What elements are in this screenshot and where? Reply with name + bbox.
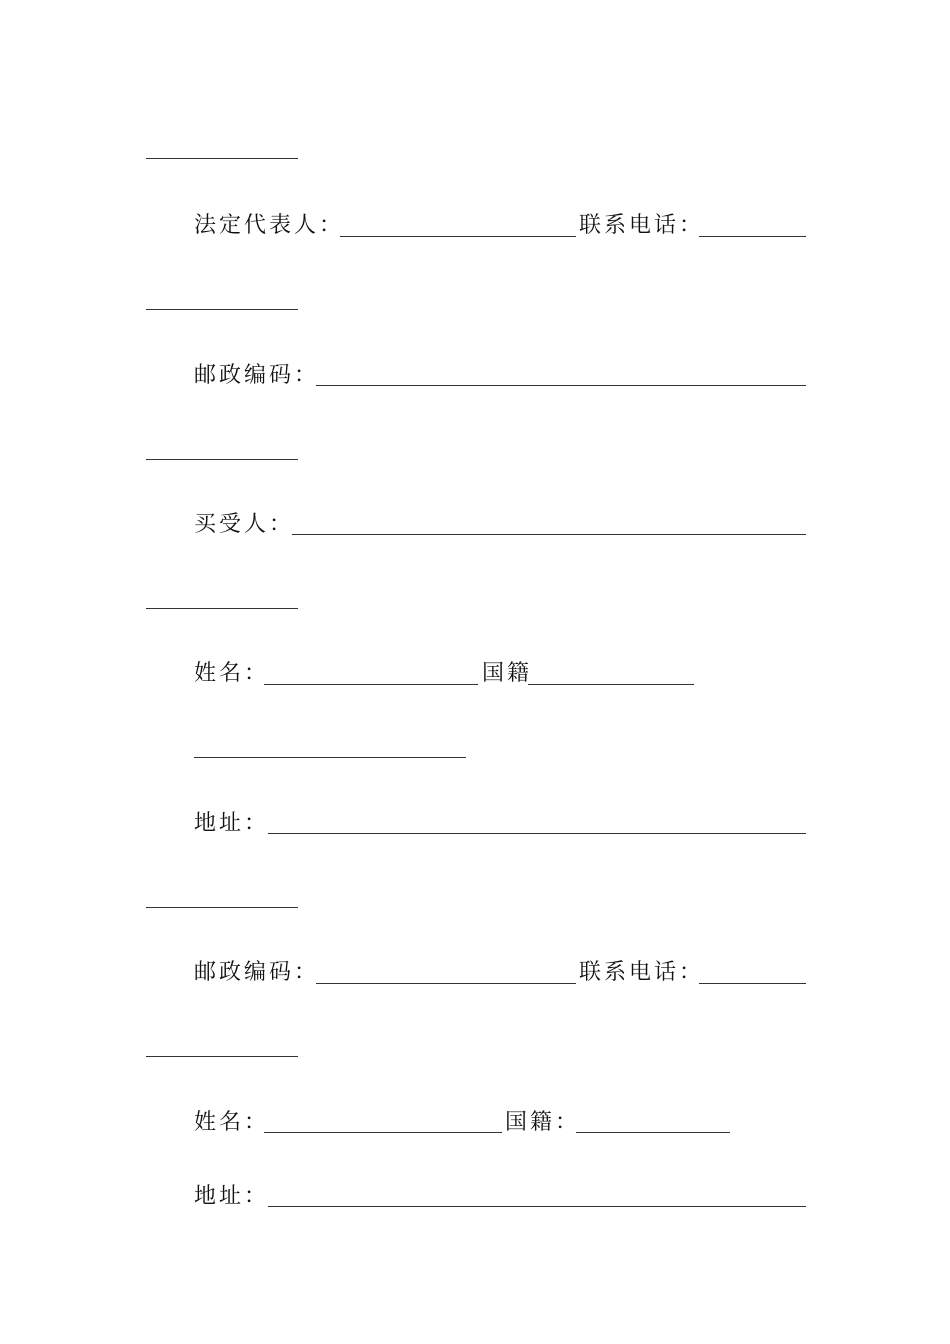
phone-field[interactable] [699, 236, 806, 237]
buyer2-address-label: 地址： [194, 1184, 270, 1209]
buyer-nationality-label: 国籍 [482, 661, 533, 686]
blank-line [146, 158, 298, 159]
buyer-address-label: 地址： [194, 811, 270, 836]
buyer-postcode-field[interactable] [316, 983, 576, 984]
phone-field-continued[interactable] [146, 309, 298, 310]
buyer2-nationality-field[interactable] [576, 1132, 730, 1133]
buyer-phone-label: 联系电话： [579, 960, 705, 985]
buyer-nationality-field[interactable] [528, 684, 694, 685]
buyer-address-field-continued[interactable] [146, 907, 298, 908]
buyer2-nationality-label: 国籍： [505, 1110, 581, 1135]
buyer-field[interactable] [292, 534, 806, 535]
buyer-label: 买受人： [194, 512, 295, 537]
legal-representative-label: 法定代表人： [194, 213, 345, 238]
buyer2-address-field[interactable] [268, 1206, 806, 1207]
postcode-field-continued[interactable] [146, 459, 298, 460]
buyer-name-field[interactable] [264, 684, 478, 685]
buyer-phone-field-continued[interactable] [146, 1056, 298, 1057]
postcode-field[interactable] [316, 385, 806, 386]
buyer2-name-label: 姓名： [194, 1110, 270, 1135]
buyer-field-continued[interactable] [146, 608, 298, 609]
buyer-postcode-label: 邮政编码： [194, 960, 320, 985]
buyer-phone-field[interactable] [699, 983, 806, 984]
legal-representative-field[interactable] [340, 236, 576, 237]
buyer-nationality-field-continued[interactable] [194, 757, 466, 758]
postcode-label: 邮政编码： [194, 363, 320, 388]
buyer-address-field[interactable] [268, 833, 806, 834]
buyer-name-label: 姓名： [194, 661, 270, 686]
phone-label: 联系电话： [579, 213, 705, 238]
buyer2-name-field[interactable] [264, 1132, 502, 1133]
